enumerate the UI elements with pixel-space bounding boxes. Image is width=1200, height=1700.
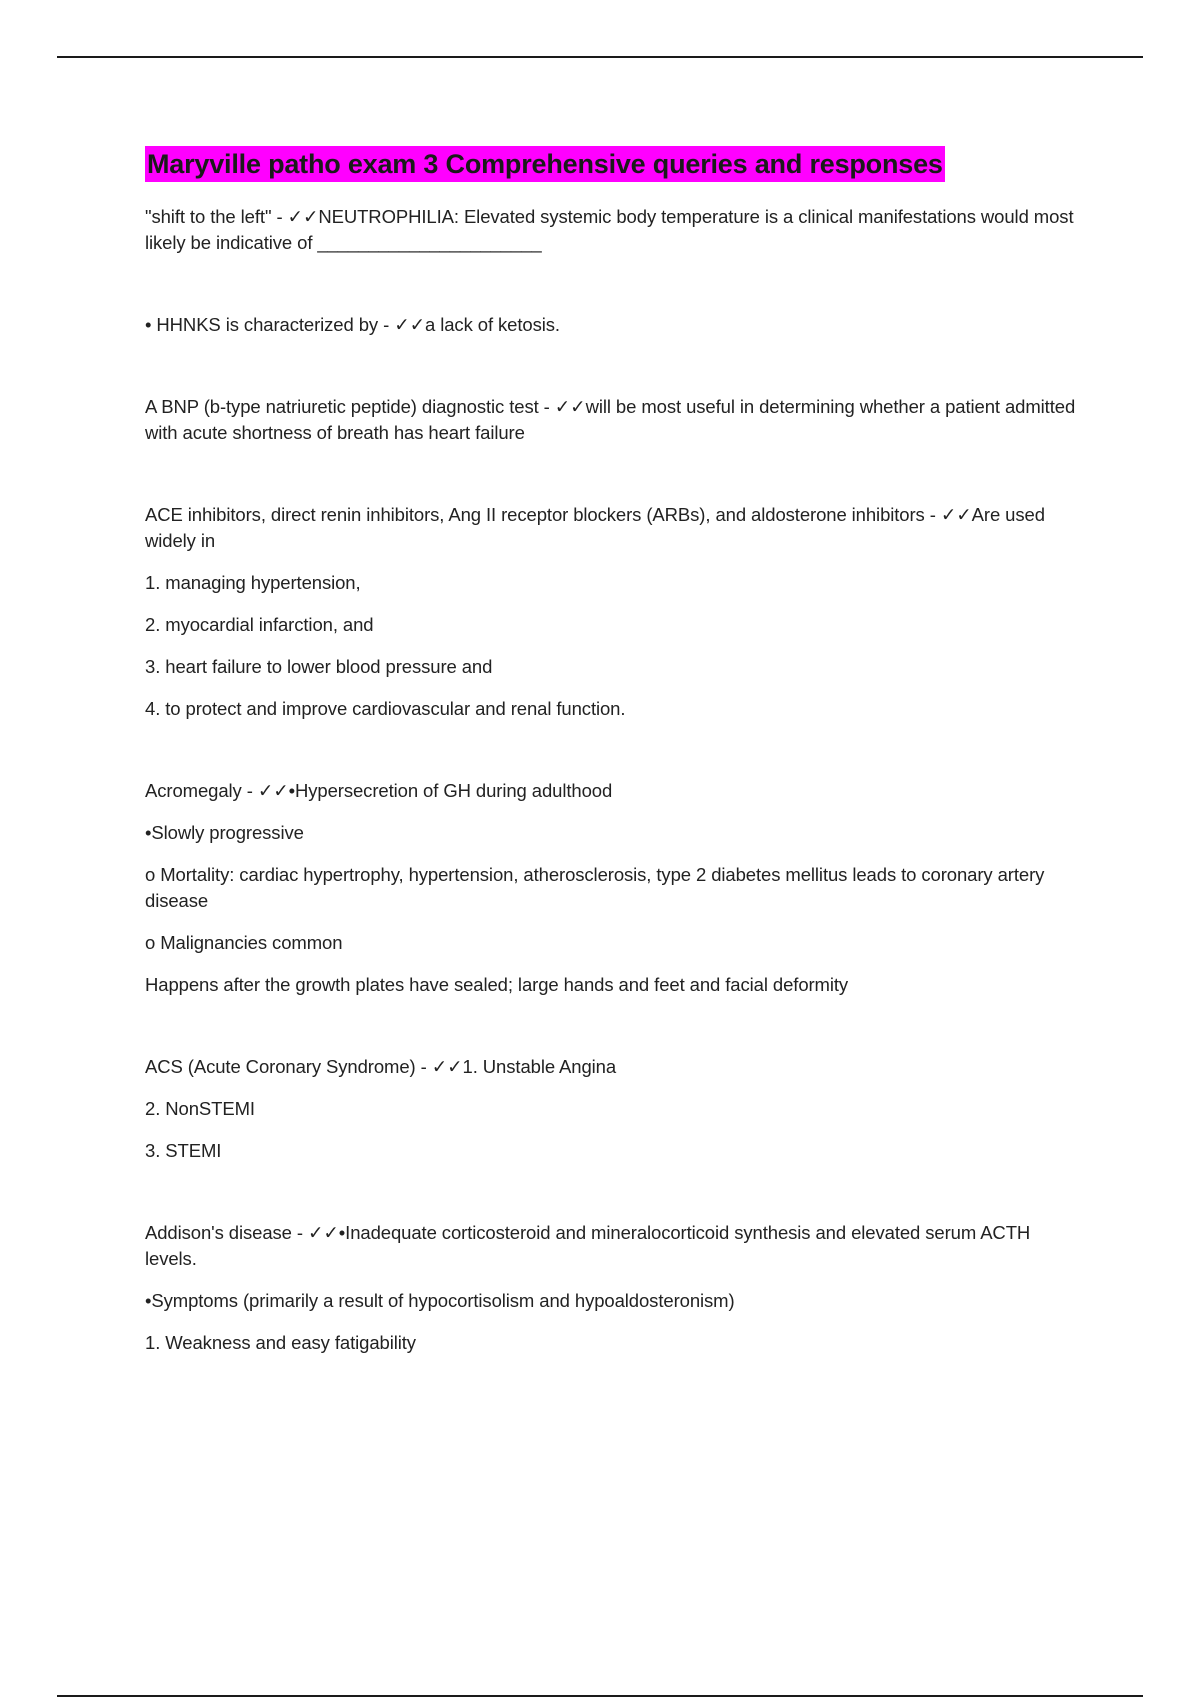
qa-line: 4. to protect and improve cardiovascular and renal function. [145, 698, 626, 719]
qa-line: •Symptoms (primarily a result of hypocortisolism and hypoaldosteronism) [145, 1290, 735, 1311]
bottom-rule [57, 1695, 1143, 1697]
qa-text: "shift to the left" - ✓✓NEUTROPHILIA: Elevated systemic body temperature is a clinical manifestations would most likely be indicative of ______________________ [145, 206, 1074, 253]
document-body [145, 146, 1080, 1412]
qa-line: 2. NonSTEMI [145, 1098, 255, 1119]
qa-entry [145, 312, 1080, 338]
qa-entry [145, 204, 1080, 256]
qa-entry [145, 1220, 1080, 1356]
qa-line: 3. heart failure to lower blood pressure and [145, 656, 493, 677]
qa-line: •Slowly progressive [145, 822, 304, 843]
qa-line: 3. STEMI [145, 1140, 222, 1161]
qa-line: 2. myocardial infarction, and [145, 614, 374, 635]
qa-text: Acromegaly - ✓✓•Hypersecretion of GH during adulthood [145, 780, 613, 801]
qa-line: o Malignancies common [145, 932, 343, 953]
qa-line: 1. managing hypertension, [145, 572, 361, 593]
qa-entry [145, 1054, 1080, 1164]
qa-text: • HHNKS is characterized by - ✓✓a lack of ketosis. [145, 314, 560, 335]
qa-entry [145, 778, 1080, 998]
document-title: Maryville patho exam 3 Comprehensive queries and responses [145, 146, 945, 182]
qa-text: A BNP (b-type natriuretic peptide) diagnostic test - ✓✓will be most useful in determining whether a patient admitted with acute shortness of breath has heart failure [145, 396, 1076, 443]
title-block [145, 146, 1080, 182]
qa-line: Happens after the growth plates have sealed; large hands and feet and facial deformity [145, 974, 849, 995]
qa-entry [145, 502, 1080, 722]
top-rule [57, 56, 1143, 58]
qa-text: Addison's disease - ✓✓•Inadequate corticosteroid and mineralocorticoid synthesis and elevated serum ACTH levels. [145, 1222, 1031, 1269]
qa-line: 1. Weakness and easy fatigability [145, 1332, 416, 1353]
qa-entry [145, 394, 1080, 446]
qa-line: o Mortality: cardiac hypertrophy, hypertension, atherosclerosis, type 2 diabetes mellitus leads to coronary artery disease [145, 864, 1045, 911]
qa-text: ACE inhibitors, direct renin inhibitors, Ang II receptor blockers (ARBs), and aldosterone inhibitors - ✓✓Are used widely in [145, 504, 1045, 551]
qa-text: ACS (Acute Coronary Syndrome) - ✓✓1. Unstable Angina [145, 1056, 617, 1077]
